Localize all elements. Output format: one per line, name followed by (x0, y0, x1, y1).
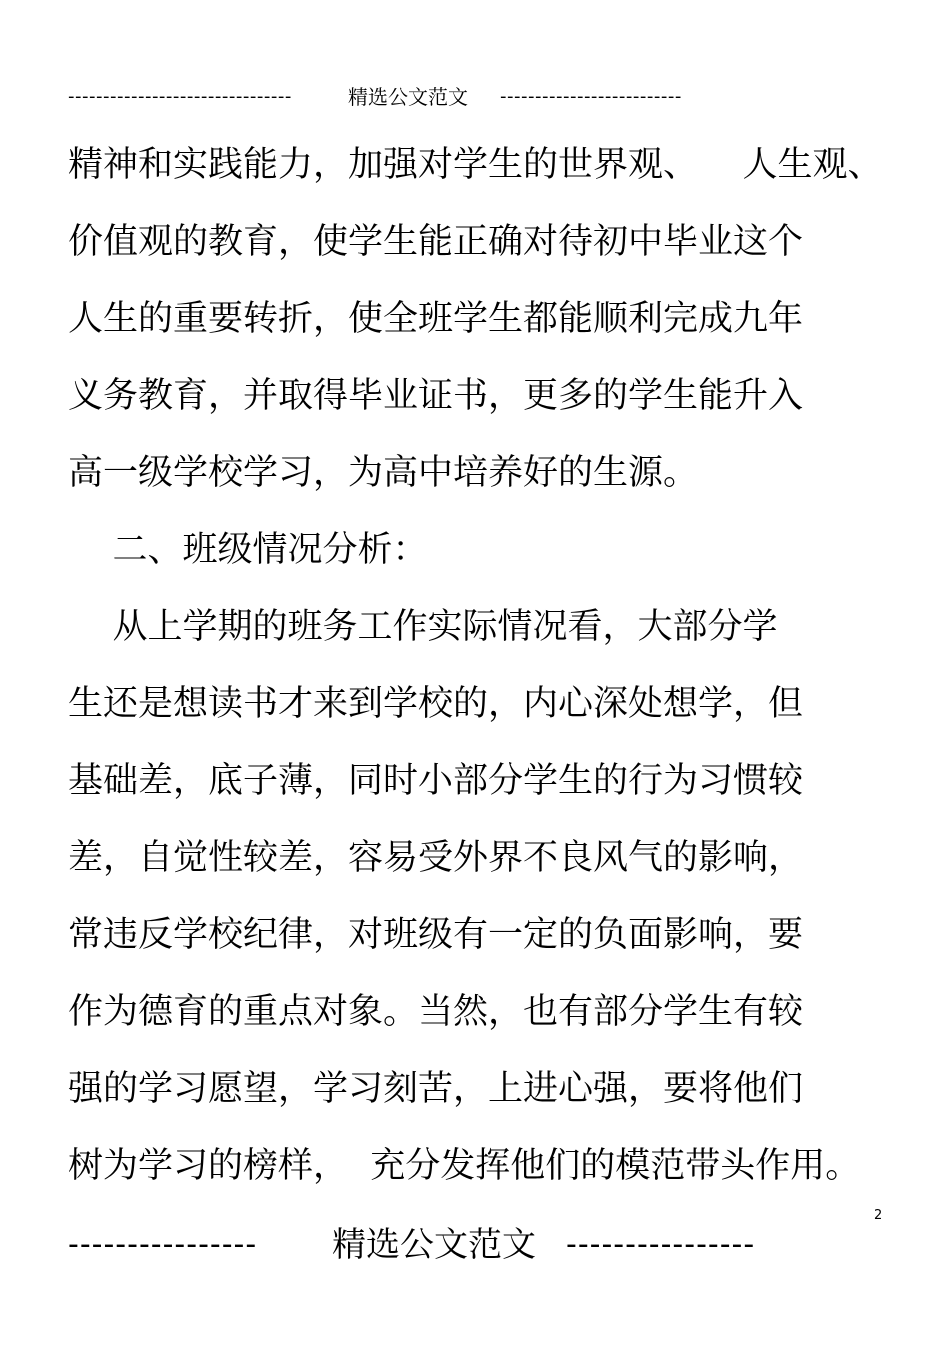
page-footer (0, 1220, 950, 1270)
text-line: 生还是想读书才来到学校的，内心深处想学，但 (68, 684, 804, 724)
text-line: 精神和实践能力，加强对学生的世界观、 人生观、 (68, 145, 883, 185)
text-line: 价值观的教育，使学生能正确对待初中毕业这个 (68, 222, 804, 262)
footer-title: 精选公文范文 (332, 1225, 536, 1265)
header-title: 精选公文范文 (348, 85, 468, 109)
header-divider-right: -------------------------- (500, 86, 682, 107)
footer-divider-left: ---------------- (68, 1227, 258, 1262)
page-number: 2 (874, 1208, 883, 1223)
header-divider-left: -------------------------------- (68, 86, 292, 107)
text-line: 树为学习的榜样， 充分发挥他们的模范带头作用。 (68, 1146, 861, 1186)
page-header (0, 82, 950, 112)
section-heading: 二、班级情况分析： (68, 530, 428, 570)
text-line: 差，自觉性较差，容易受外界不良风气的影响， (68, 838, 804, 878)
text-line: 作为德育的重点对象。当然，也有部分学生有较 (68, 992, 804, 1032)
text-line: 义务教育，并取得毕业证书，更多的学生能升入 (68, 376, 804, 416)
text-line: 常违反学校纪律，对班级有一定的负面影响，要 (68, 915, 804, 955)
footer-divider-right: ---------------- (566, 1227, 756, 1262)
text-line: 人生的重要转折，使全班学生都能顺利完成九年 (68, 299, 804, 339)
text-line: 强的学习愿望，学习刻苦，上进心强，要将他们 (68, 1069, 804, 1109)
text-line: 基础差，底子薄，同时小部分学生的行为习惯较 (68, 761, 804, 801)
text-line: 高一级学校学习，为高中培养好的生源。 (68, 453, 699, 493)
text-line: 从上学期的班务工作实际情况看，大部分学 (68, 607, 778, 647)
